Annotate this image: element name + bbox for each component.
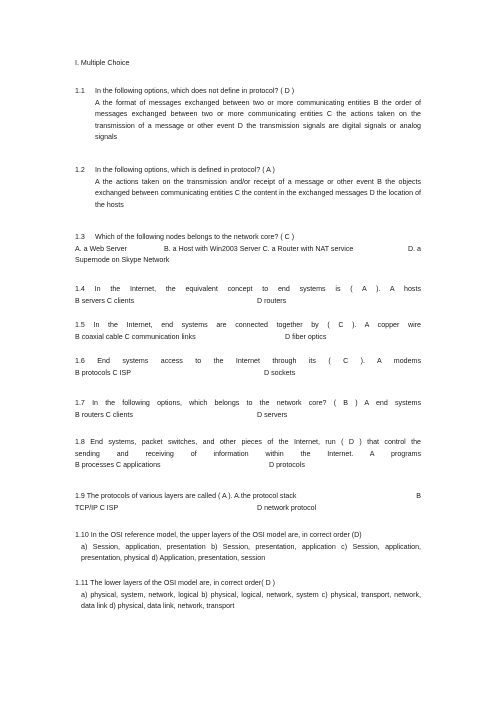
question-number: 1.1	[75, 87, 85, 95]
question-options	[75, 332, 421, 344]
option-b-c: B protocols C ISP	[75, 368, 131, 377]
question-1-2	[75, 165, 421, 211]
option-d: D servers	[257, 410, 288, 419]
option-b-c: TCP/IP C ISP	[75, 503, 119, 512]
option-d: D protocols	[269, 461, 305, 470]
question-1-6	[75, 356, 421, 379]
question-stem: 1.7 In the following options, which belongs to the network core? ( B ) A end systems	[75, 399, 421, 407]
option-b: B	[416, 492, 421, 500]
option-a: A. a Web Server	[75, 244, 127, 253]
question-options	[75, 460, 421, 472]
question-1-11	[75, 578, 421, 613]
question-1-9	[75, 491, 421, 514]
question-text: 1.9 The protocols of various layers are called ( A ). A.the protocol stack	[75, 492, 297, 500]
question-stem: 1.11 The lower layers of the OSI model are, in correct order( D )	[75, 579, 276, 587]
question-number: 1.2	[75, 166, 85, 174]
question-stem: 1.10 In the OSI reference model, the upper layers of the OSI model are, in correct order (D)	[75, 531, 362, 539]
question-options	[75, 244, 421, 256]
question-stem: In the following options, which does not define in protocol? ( D )	[95, 87, 295, 95]
question-stem: 1.8 End systems, packet switches, and other pieces of the Internet, run ( D ) that control the	[75, 438, 421, 446]
option-b-c: B servers C clients	[75, 296, 135, 305]
question-options: A the actions taken on the transmission and/or receipt of a message or other event B the objects exchanged between communicating entities C the content in the exchanged messages D the location of the hosts	[95, 177, 421, 209]
option-d: D fiber optics	[285, 332, 327, 341]
option-d: D network protocol	[257, 503, 317, 512]
question-options	[75, 503, 421, 515]
option-d: D sockets	[264, 368, 296, 377]
question-options: a) physical, system, network, logical b) physical, logical, network, system c) physical, transport, network, data link d) physical, data link, network, transport	[81, 590, 421, 611]
question-options	[75, 368, 421, 380]
question-stem-cont: sending and receiving of information within the Internet. A programs	[75, 449, 421, 458]
option-d: D. a	[407, 244, 421, 253]
question-1-1	[75, 86, 421, 144]
question-stem: In the following options, which is defined in protocol? ( A )	[95, 166, 275, 174]
question-options: a) Session, application, presentation b) Session, presentation, application c) Session, application, presentation, physical d) Application, presentation, session	[81, 542, 421, 563]
question-1-8	[75, 437, 421, 472]
question-options	[75, 296, 421, 308]
question-stem: 1.6 End systems access to the Internet through its ( C ). A modems	[75, 357, 421, 365]
option-d-cont: Supernode on Skype Network	[75, 256, 170, 265]
question-stem	[75, 491, 421, 503]
question-stem: 1.5 In the Internet, end systems are connected together by ( C ). A copper wire	[75, 321, 421, 329]
question-number: 1.3	[75, 233, 85, 241]
question-1-4	[75, 284, 421, 307]
question-1-3	[75, 232, 421, 267]
section-title: I. Multiple Choice	[75, 59, 130, 67]
option-b-c: B processes C applications	[75, 461, 161, 470]
option-d: D routers	[257, 296, 287, 305]
option-b-c: B routers C clients	[75, 410, 133, 419]
question-options: A the format of messages exchanged between two or more communicating entities B the order of messages exchanged between two or more communicating entities C the actions taken on the transmission of a message or other event D the transmission signals are digital signals or analog signals	[95, 98, 421, 142]
question-1-10	[75, 530, 421, 565]
question-1-7	[75, 398, 421, 421]
question-stem: Which of the following nodes belongs to the network core? ( C )	[95, 233, 295, 241]
option-b-c: B. a Host with Win2003 Server C. a Router with NAT service	[164, 244, 354, 253]
option-b-c: B coaxial cable C communication links	[75, 332, 196, 341]
question-1-5	[75, 320, 421, 343]
question-stem: 1.4 In the Internet, the equivalent concept to end systems is ( A ). A hosts	[75, 285, 421, 293]
question-options	[75, 410, 421, 422]
